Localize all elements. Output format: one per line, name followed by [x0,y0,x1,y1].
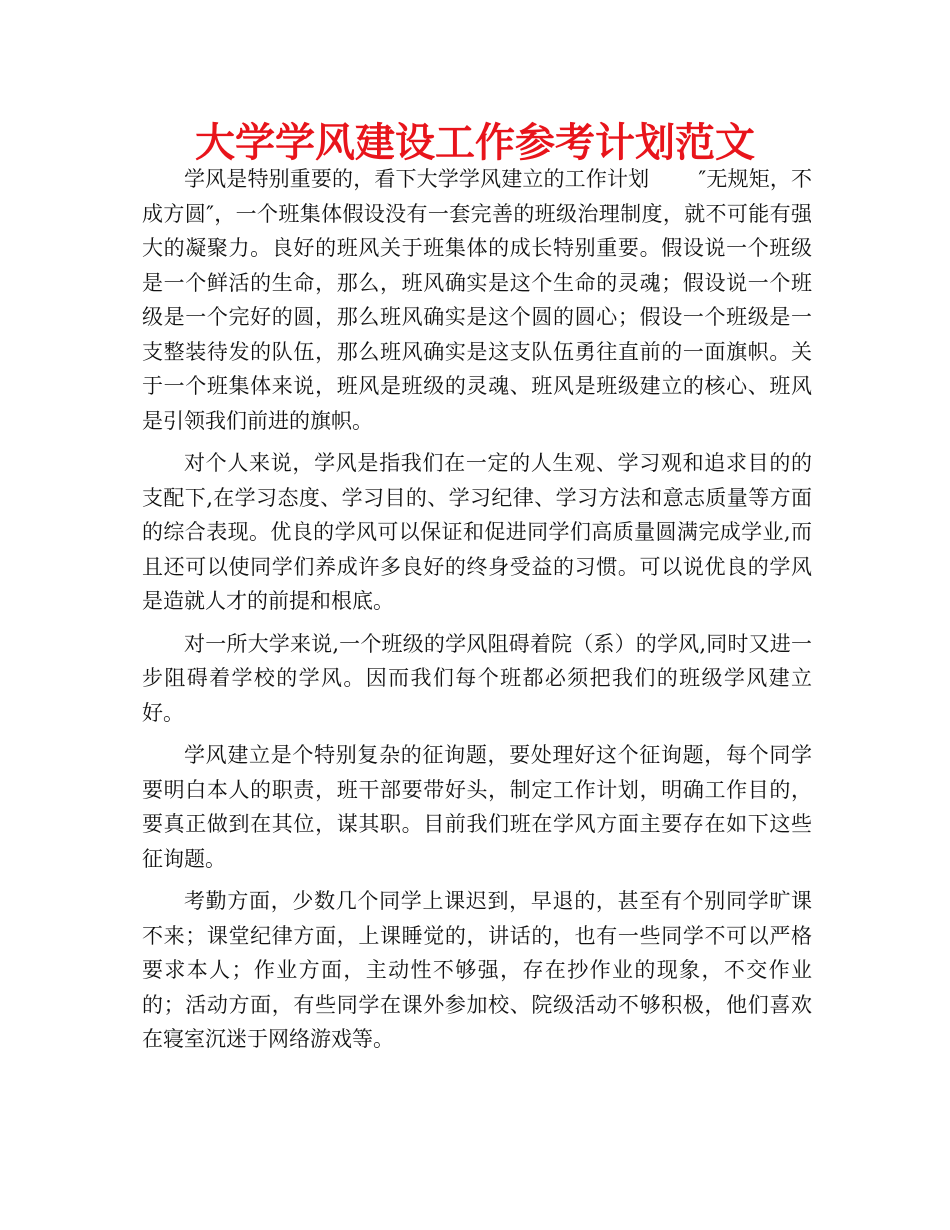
document-title: 大学学风建设工作参考计划范文 [195,120,755,166]
paragraph-attendance-issues: 考勤方面，少数几个同学上课迟到，早退的，甚至有个别同学旷课不来；课堂纪律方面，上课睡觉的，讲话的，也有一些同学不可以严格要求本人；作业方面，主动性不够强，存在抄作业的现象，不交作业的；活动方面，有些同学在课外参加校、院级活动不够积极，他们喜欢在寝室沉迷于网络游戏等。 [142,889,812,1051]
document-body [142,162,812,1065]
paragraph-class-style-intro: 学风是特别重要的，看下大学学风建立的工作计划 ″无规矩，不成方圆″，一个班集体假设没有一套完善的班级治理制度，就不可能有强大的凝聚力。良好的班风关于班集体的成长特别重要。假设说一个班级是一个鲜活的生命，那么，班风确实是这个生命的灵魂；假设说一个班级是一个完好的圆，那么班风确实是这个圆的圆心；假设一个班级是一支整装待发的队伍，那么班风确实是这支队伍勇往直前的一面旗帜。关于一个班集体来说，班风是班级的灵魂、班风是班级建立的核心、班风是引领我们前进的旗帜。 [142,167,812,433]
paragraph-personal-study-style: 对个人来说，学风是指我们在一定的人生观、学习观和追求目的的支配下,在学习态度、学习目的、学习纪律、学习方法和意志质量等方面的综合表现。优良的学风可以保证和促进同学们高质量圆满完成学业,而且还可以使同学们养成许多良好的终身受益的习惯。可以说优良的学风是造就人才的前提和根底。 [142,451,812,613]
paragraph-study-style-problems: 学风建立是个特别复杂的征询题，要处理好这个征询题，每个同学要明白本人的职责，班干部要带好头，制定工作计划，明确工作目的，要真正做到在其位，谋其职。目前我们班在学风方面主要存在如下这些征询题。 [142,743,812,871]
paragraph-university-study-style: 对一所大学来说,一个班级的学风阻碍着院（系）的学风,同时又进一步阻碍着学校的学风。因而我们每个班都必须把我们的班级学风建立好。 [142,631,812,725]
